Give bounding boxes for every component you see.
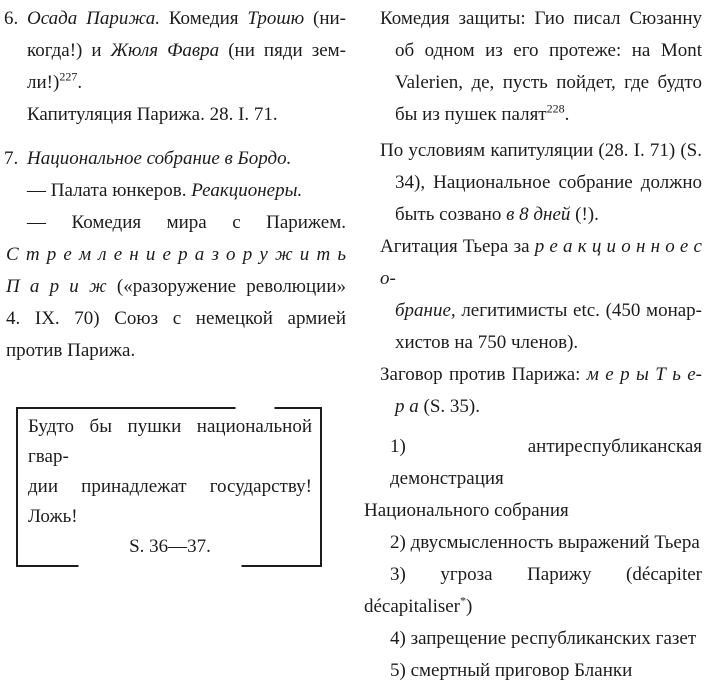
text-segment: легитимисты etc. (450 монар-	[455, 300, 702, 321]
text-line	[364, 527, 702, 559]
text-segment: 4. IX. 70) Союз с немецкой армией	[6, 308, 346, 329]
text-line	[364, 359, 702, 391]
text-segment: .	[564, 104, 570, 125]
text-segment: («разоружение революции»	[106, 276, 346, 297]
text-segment: (ни пяди зем-	[219, 40, 346, 61]
text-line	[364, 231, 702, 295]
text-segment: Национального собрания	[364, 500, 569, 521]
text-segment: S. 36—37.	[129, 536, 211, 557]
text-line	[364, 99, 702, 131]
right-column	[364, 3, 702, 687]
text-line	[4, 207, 346, 239]
text-segment: Осада Парижа.	[27, 8, 160, 29]
text-line	[4, 3, 346, 35]
text-line	[4, 143, 346, 175]
item-number: 6.	[4, 8, 19, 29]
text-segment: м е р ы Т ь е-	[586, 364, 702, 385]
text-line	[364, 431, 702, 495]
para-capitulation-terms	[364, 135, 702, 231]
superscript-reference: 227	[59, 69, 78, 84]
text-line	[364, 135, 702, 167]
text-segment: ли!)	[27, 72, 60, 93]
text-segment: быть созвано	[395, 204, 507, 225]
text-line	[364, 559, 702, 591]
text-segment: бы из пушек палят	[395, 104, 547, 125]
text-segment: Агитация Тьера за	[380, 236, 535, 257]
text-segment: 1) антиреспубликанская демонстрация	[390, 436, 702, 489]
para-thiers-agitation	[364, 231, 702, 359]
text-segment: р а	[395, 396, 419, 417]
text-line	[364, 3, 702, 35]
text-segment: Будто бы пушки национальной гвар-	[28, 416, 312, 467]
text-segment: Комедия	[160, 8, 248, 29]
text-line	[4, 335, 346, 367]
text-segment: в 8 дней	[506, 204, 571, 225]
text-line	[364, 623, 702, 655]
text-segment: 4) запрещение республиканских газет	[390, 628, 697, 649]
text-segment: — Палата юнкеров.	[27, 180, 192, 201]
list-item-1	[364, 431, 702, 527]
item-6-capitulation-line	[4, 99, 346, 131]
item-7-junkers	[4, 175, 346, 207]
text-segment: Реакционеры.	[191, 180, 303, 201]
text-line	[28, 472, 312, 532]
text-segment: 3) угроза Парижу (décapiter	[390, 564, 702, 585]
list-item-4	[364, 623, 702, 655]
text-segment: .	[77, 72, 83, 93]
text-line	[4, 99, 346, 131]
text-segment: С т р е м л е н и е р а з о р у ж и т ь	[6, 244, 346, 265]
list-item-2	[364, 527, 702, 559]
superscript-reference: *	[460, 593, 467, 608]
text-line	[364, 295, 702, 327]
text-line	[4, 271, 346, 303]
text-segment: дии принадлежат государству! Ложь!	[28, 476, 312, 527]
text-line	[364, 327, 702, 359]
list-item-5	[364, 655, 702, 687]
left-column	[4, 3, 346, 567]
text-line	[364, 591, 702, 623]
text-segment: р е а к ц и о н н о е с о-	[380, 236, 702, 289]
list-item-3	[364, 559, 702, 623]
item-number: 7.	[4, 148, 19, 169]
text-segment: 2) двусмысленность выражений Тьера	[390, 532, 700, 553]
text-line	[364, 199, 702, 231]
text-segment: décapitaliser	[364, 596, 461, 617]
text-segment: об одном из его протеже: на Mont	[395, 40, 702, 61]
para-conspiracy	[364, 359, 702, 423]
text-segment: (ни-	[304, 8, 346, 29]
text-line	[364, 655, 702, 687]
framed-note	[16, 407, 322, 567]
item-7-comedy-peace	[4, 207, 346, 367]
text-line	[364, 67, 702, 99]
text-segment: — Комедия мира с Парижем.	[27, 212, 346, 233]
text-line	[364, 391, 702, 423]
text-segment: Заговор против Парижа:	[380, 364, 587, 385]
text-segment: Капитуляция Парижа. 28. I. 71.	[27, 104, 278, 125]
text-line	[364, 35, 702, 67]
text-line	[28, 532, 312, 562]
text-segment: П а р и ж	[6, 276, 107, 297]
text-segment: против Парижа.	[6, 340, 136, 361]
item-6-siege	[4, 3, 346, 99]
text-line	[364, 495, 702, 527]
text-segment: (S. 35).	[418, 396, 480, 417]
text-segment: 5) смертный приговор Бланки	[390, 660, 633, 681]
text-segment: Комедия защиты: Гио писал Сюзанну	[380, 8, 702, 29]
superscript-reference: 228	[546, 101, 565, 116]
text-segment: Трошю	[247, 8, 305, 29]
text-segment: По условиям капитуляции (28. I. 71) (S.	[380, 140, 702, 161]
text-line	[364, 167, 702, 199]
text-line	[4, 35, 346, 67]
para-defense-comedy	[364, 3, 702, 131]
text-segment: когда!) и	[27, 40, 111, 61]
text-segment: 34), Национальное собрание должно	[395, 172, 702, 193]
text-line	[4, 67, 346, 99]
text-segment: Valerien, де, пусть пойдет, где будто	[395, 72, 702, 93]
text-segment: Национальное собрание в Бордо.	[27, 148, 292, 169]
text-segment: (!).	[570, 204, 599, 225]
item-7-assembly	[4, 143, 346, 175]
text-segment: брание,	[395, 300, 456, 321]
text-line	[4, 303, 346, 335]
text-segment: Жюля Фавра	[110, 40, 220, 61]
text-segment: )	[466, 596, 473, 617]
text-line	[4, 175, 346, 207]
text-line	[4, 239, 346, 271]
text-segment: хистов на 750 членов).	[395, 332, 579, 353]
text-line	[28, 412, 312, 472]
